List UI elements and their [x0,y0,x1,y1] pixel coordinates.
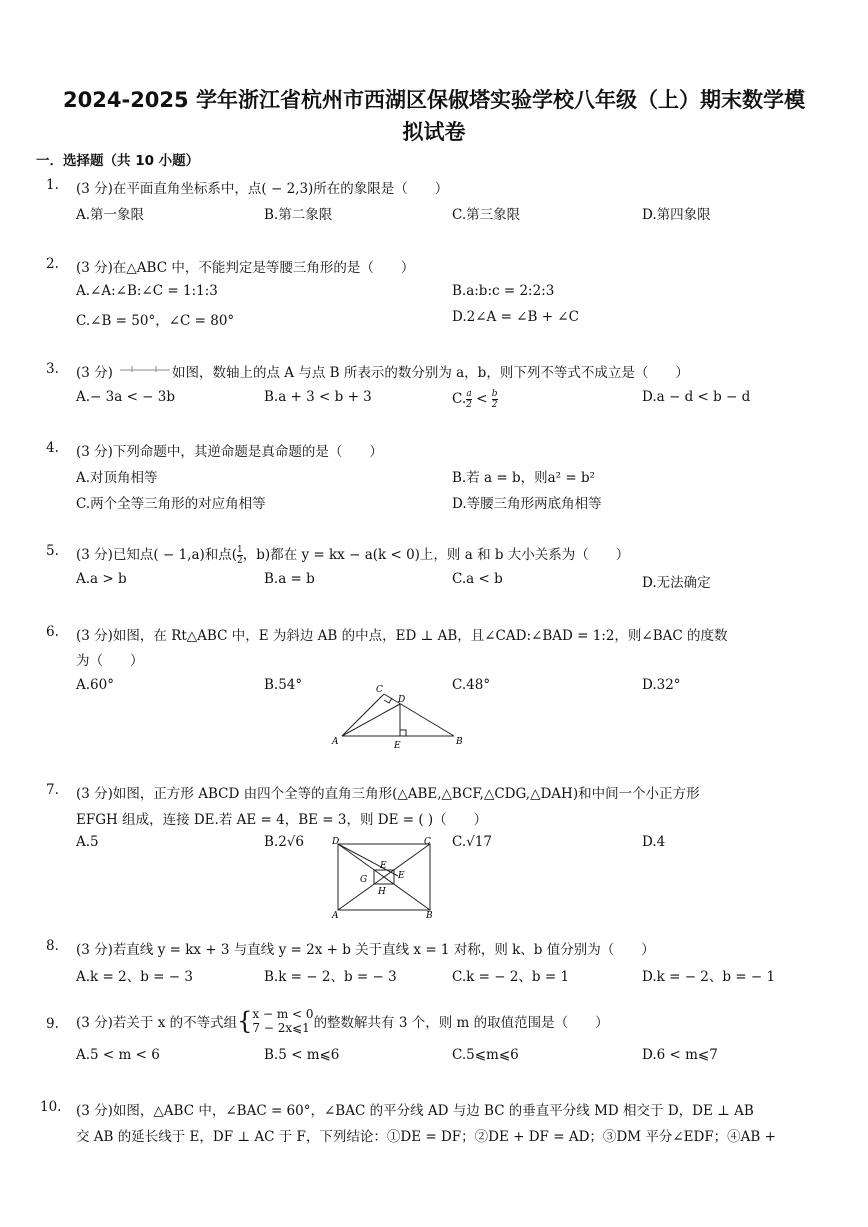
label-b: B [456,737,463,747]
label-e: E [394,741,401,751]
option-d: D.第四象限 [642,207,711,223]
question-stem: (3 分)下列命题中，其逆命题是真命题的是（ ） [76,444,383,460]
option-c: C.48° [452,677,491,693]
square-figure-7 [328,836,440,920]
option-c: C.第三象限 [452,207,521,223]
question-number: 2. [46,256,59,272]
label-c: C [376,685,383,695]
option-a: A.k = 2、b = − 3 [76,969,193,985]
option-c: C.a < b [452,571,503,587]
label-b: B [426,911,433,920]
question-stem-cont: EFGH 组成，连接 DE.若 AE = 4，BE = 3，则 DE = ( )（ ） [76,812,488,828]
option-d: D.k = − 2、b = − 1 [642,969,776,985]
option-a: A.5 < m < 6 [76,1047,160,1063]
question-number: 10. [40,1099,62,1115]
question-number: 5. [46,543,59,559]
label-c: C [424,837,431,847]
option-c: C.√17 [452,834,492,850]
question-stem-cont: 为（ ） [76,653,144,669]
option-a: A.第一象限 [76,207,145,223]
question-number: 8. [46,938,59,954]
label-e-top: E [380,861,387,871]
label-h: H [378,887,386,897]
question-number: 6. [46,624,59,640]
option-d: D.6 < m⩽7 [642,1047,718,1063]
question-stem: 如图，数轴上的点 A 与点 B 所表示的数分别为 a，b，则下列不等式不成立是（ ） [172,365,689,381]
label-f: E [398,871,405,881]
option-b: B.若 a = b，则a² = b² [452,470,595,486]
question-prefix: (3 分) [76,365,113,381]
fraction-b-over-2: $\frac{b}{2}$ [491,389,498,410]
question-stem: (3 分)如图，正方形 ABCD 由四个全等的直角三角形(△ABE,△BCF,△CDG,△DAH)和中间一个小正方形 [76,786,700,802]
option-b: B.54° [264,677,303,693]
option-b: B.k = − 2、b = − 3 [264,969,397,985]
section-heading: 一．选择题（共 10 小题） [36,153,200,169]
fraction-one-half: $\frac{1}{2}$ [237,545,243,566]
inequality-system: x − m < 0 7 − 2x⩽1 [252,1007,314,1035]
question-stem: (3 分)在平面直角坐标系中，点( − 2,3)所在的象限是（ ） [76,181,449,197]
question-stem-cont: 交 AB 的延长线于 E，DF ⊥ AC 于 F，下列结论：①DE = DF；②DE + DF = AD；③DM 平分∠EDF；④AB + [76,1129,776,1145]
option-c-letter: C. [452,391,467,407]
option-d: D.a − d < b − d [642,389,751,405]
question-stem: (3 分)已知点( − 1,a)和点( $\frac{1}{2}$ ，b)都在 y = kx − a(k < 0)上，则 a 和 b 大小关系为（ ） [76,545,630,566]
title-line-2: 拟试卷 [402,120,466,144]
question-stem: (3 分)若直线 y = kx + 3 与直线 y = 2x + b 关于直线 x = 1 对称，则 k、b 值分别为（ ） [76,942,655,958]
option-a: A.− 3a < − 3b [76,389,176,405]
option-b: B.5 < m⩽6 [264,1047,340,1063]
title-line-1: 2024-2025 学年浙江省杭州市西湖区保俶塔实验学校八年级（上）期末数学模 [63,88,805,112]
option-c: C. $\frac{a}{2}$ < $\frac{b}{2}$ [452,389,498,410]
option-a: A.60° [76,677,114,693]
option-d: D.32° [642,677,681,693]
label-d: D [398,695,406,705]
option-c: C.两个全等三角形的对应角相等 [76,496,266,512]
option-d: D.无法确定 [642,575,711,591]
option-b: B.第二象限 [264,207,333,223]
option-a: A.对顶角相等 [76,470,158,486]
question-number: 4. [46,440,59,456]
triangle-figure-6 [326,682,466,752]
option-b: B.a = b [264,571,315,587]
label-a: A [332,737,339,747]
option-a: A.∠A:∠B:∠C = 1:1:3 [76,283,218,299]
question-stem: (3 分)若关于 x 的不等式组{ x − m < 0 7 − 2x⩽1 的整数解共有 3 个，则 m 的取值范围是（ ） [76,1007,609,1035]
page-title [20,84,848,148]
option-a: A.a > b [76,571,127,587]
question-number: 3. [46,361,59,377]
question-number: 7. [46,782,59,798]
question-stem: (3 分)在△ABC 中，不能判定是等腰三角形的是（ ） [76,260,415,276]
option-a: A.5 [76,834,99,850]
label-g: G [360,875,368,885]
option-d: D.2∠A = ∠B + ∠C [452,309,579,325]
option-d: D.等腰三角形两底角相等 [452,496,602,512]
question-number: 1. [46,177,59,193]
number-line-thumbnail [118,362,172,376]
option-d: D.4 [642,834,666,850]
option-b: B.a + 3 < b + 3 [264,389,372,405]
question-stem: (3 分)如图，△ABC 中，∠BAC = 60°，∠BAC 的平分线 AD 与边 BC 的垂直平分线 MD 相交于 D，DE ⊥ AB [76,1103,754,1119]
option-c: C.k = − 2、b = 1 [452,969,570,985]
option-b: B.2√6 [264,834,304,850]
question-stem: (3 分)如图，在 Rt△ABC 中，E 为斜边 AB 的中点，ED ⊥ AB，且∠CAD:∠BAD = 1:2，则∠BAC 的度数 [76,628,728,644]
option-c: C.∠B = 50°，∠C = 80° [76,313,235,329]
label-d: D [332,837,340,847]
fraction-a-over-2: $\frac{a}{2}$ [466,389,472,410]
label-a: A [332,911,339,920]
option-b: B.a:b:c = 2:2:3 [452,283,555,299]
option-c: C.5⩽m⩽6 [452,1047,519,1063]
question-number: 9. [46,1016,59,1032]
